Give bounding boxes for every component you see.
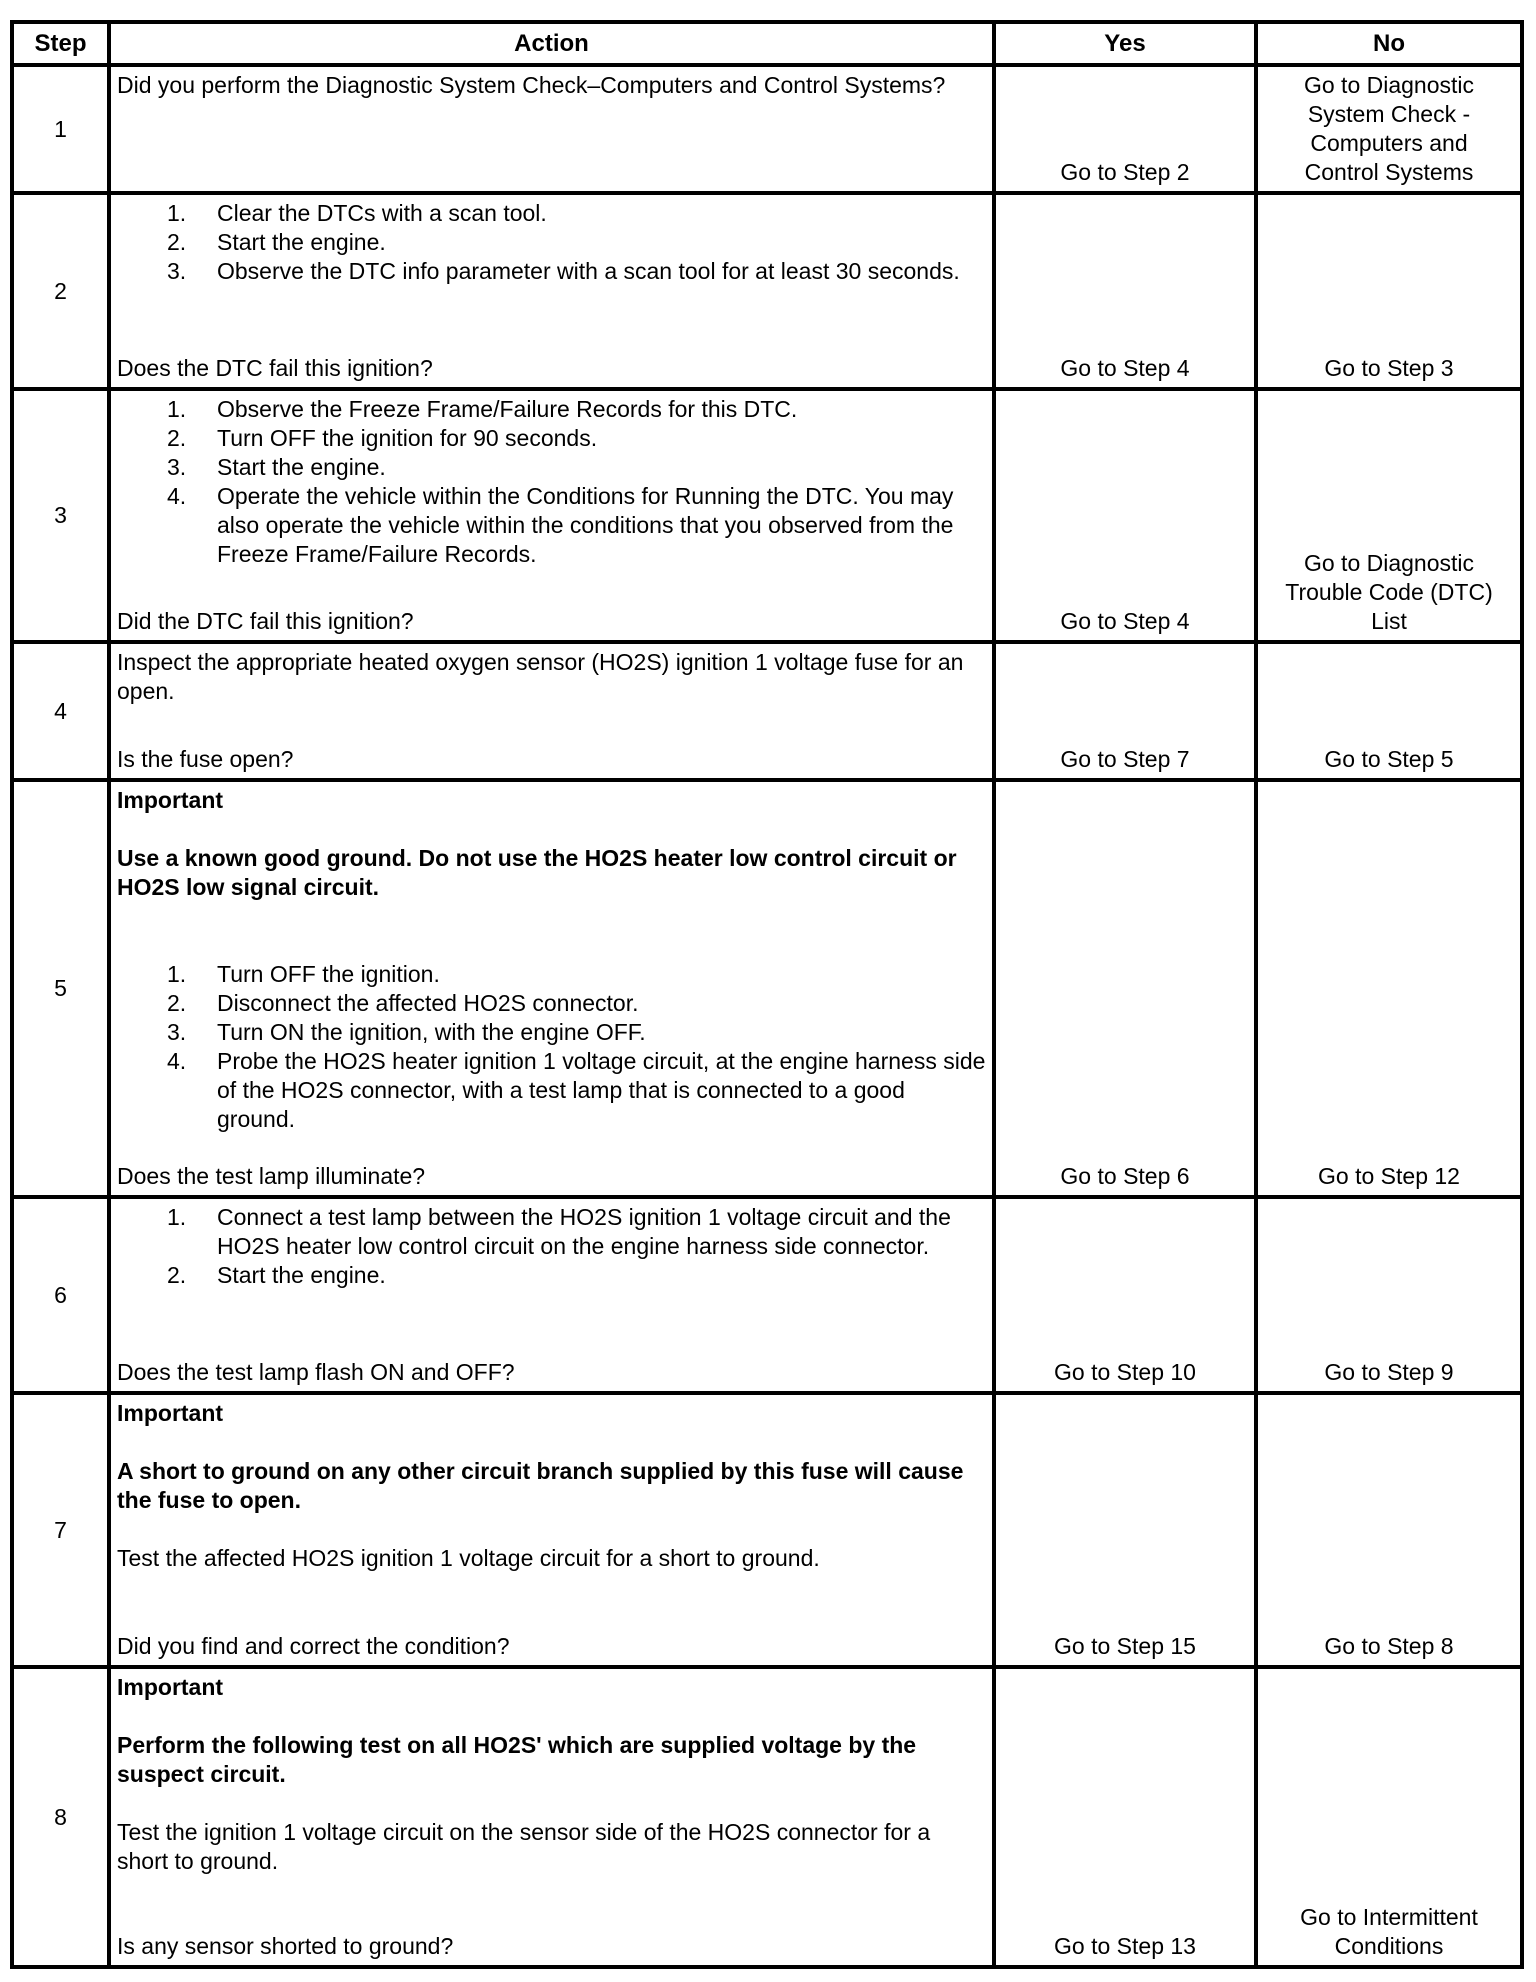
action-list [117, 395, 986, 569]
table-row [12, 780, 1522, 1197]
no-cell [1256, 389, 1522, 642]
yes-cell: Go to Step 6 [994, 780, 1256, 1197]
no-line: Computers and [1310, 130, 1468, 156]
yes-cell: Go to Step 13 [994, 1667, 1256, 1967]
action-question: Is the fuse open? [117, 746, 294, 772]
table-row [12, 1197, 1522, 1393]
no-line: List [1371, 608, 1407, 634]
action-text: Inspect the appropriate heated oxygen sensor (HO2S) ignition 1 voltage fuse for an open. [117, 649, 964, 704]
action-question: Does the test lamp flash ON and OFF? [117, 1359, 515, 1385]
yes-cell: Go to Step 4 [994, 389, 1256, 642]
header-no: No [1256, 22, 1522, 65]
action-question: Does the DTC fail this ignition? [117, 355, 433, 381]
no-cell [1256, 1197, 1522, 1393]
table-row [12, 1393, 1522, 1667]
action-list [117, 199, 986, 286]
yes-cell: Go to Step 10 [994, 1197, 1256, 1393]
yes-cell: Go to Step 15 [994, 1393, 1256, 1667]
action-text: Did you perform the Diagnostic System Check–Computers and Control Systems? [117, 72, 946, 98]
step-number: 6 [12, 1197, 109, 1393]
no-cell [1256, 193, 1522, 389]
list-item: 1. Connect a test lamp between the HO2S ignition 1 voltage circuit and the HO2S heater low control circuit on the engine harness side connector. [167, 1204, 951, 1259]
list-item: 2. Start the engine. [167, 229, 386, 255]
action-cell [109, 780, 994, 1197]
action-cell [109, 65, 994, 193]
action-text: Test the affected HO2S ignition 1 voltage circuit for a short to ground. [117, 1545, 820, 1571]
action-cell [109, 1393, 994, 1667]
step-number: 7 [12, 1393, 109, 1667]
yes-cell: Go to Step 2 [994, 65, 1256, 193]
table-row [12, 389, 1522, 642]
step-number: 4 [12, 642, 109, 780]
no-line: Conditions [1334, 1933, 1444, 1959]
list-item: 1. Turn OFF the ignition. [167, 961, 440, 987]
action-question: Is any sensor shorted to ground? [117, 1933, 454, 1959]
action-question: Did you find and correct the condition? [117, 1633, 510, 1659]
list-item: 2. Turn OFF the ignition for 90 seconds. [167, 425, 598, 451]
table-row [12, 642, 1522, 780]
no-line: Go to Step 5 [1324, 746, 1454, 772]
important-label: Important [117, 1400, 224, 1426]
no-line: Go to Step 8 [1324, 1633, 1454, 1659]
list-item: 1. Clear the DTCs with a scan tool. [167, 200, 547, 226]
header-action: Action [109, 22, 994, 65]
list-item: 2. Start the engine. [167, 1262, 386, 1288]
important-note: A short to ground on any other circuit branch supplied by this fuse will cause the fuse to open. [117, 1458, 964, 1513]
action-cell [109, 389, 994, 642]
important-label: Important [117, 787, 224, 813]
important-note: Use a known good ground. Do not use the HO2S heater low control circuit or HO2S low signal circuit. [117, 845, 957, 900]
list-item: 4. Probe the HO2S heater ignition 1 voltage circuit, at the engine harness side of the HO2S connector, with a test lamp that is connected to a good ground. [167, 1048, 986, 1132]
no-line: Go to Step 9 [1324, 1359, 1454, 1385]
list-item: 1. Observe the Freeze Frame/Failure Records for this DTC. [167, 396, 798, 422]
action-cell [109, 1667, 994, 1967]
step-number: 8 [12, 1667, 109, 1967]
table-row [12, 193, 1522, 389]
action-question: Did the DTC fail this ignition? [117, 608, 414, 634]
important-label: Important [117, 1674, 224, 1700]
no-line: Go to Intermittent [1300, 1904, 1478, 1930]
table-row [12, 65, 1522, 193]
header-yes: Yes [994, 22, 1256, 65]
action-cell [109, 193, 994, 389]
no-line: Go to Step 12 [1318, 1163, 1460, 1189]
action-cell [109, 642, 994, 780]
no-line: Trouble Code (DTC) [1285, 579, 1493, 605]
table-row [12, 1667, 1522, 1967]
diagnostic-table [10, 20, 1524, 1969]
yes-cell: Go to Step 4 [994, 193, 1256, 389]
table-body [12, 65, 1522, 1967]
list-item: 3. Observe the DTC info parameter with a scan tool for at least 30 seconds. [167, 258, 960, 284]
step-number: 2 [12, 193, 109, 389]
no-line: Go to Step 3 [1324, 355, 1454, 381]
list-item: 4. Operate the vehicle within the Conditions for Running the DTC. You may also operate the vehicle within the conditions that you observed from the Freeze Frame/Failure Records. [167, 483, 954, 567]
action-text: Test the ignition 1 voltage circuit on the sensor side of the HO2S connector for a short to ground. [117, 1819, 931, 1874]
header-row [12, 22, 1522, 65]
action-cell [109, 1197, 994, 1393]
no-cell [1256, 1667, 1522, 1967]
step-number: 3 [12, 389, 109, 642]
list-item: 3. Turn ON the ignition, with the engine OFF. [167, 1019, 646, 1045]
no-cell [1256, 1393, 1522, 1667]
no-line: Go to Diagnostic [1303, 550, 1475, 576]
step-number: 5 [12, 780, 109, 1197]
action-question: Does the test lamp illuminate? [117, 1163, 426, 1189]
no-line: Control Systems [1304, 159, 1474, 185]
list-item: 2. Disconnect the affected HO2S connector. [167, 990, 639, 1016]
yes-cell: Go to Step 7 [994, 642, 1256, 780]
step-number: 1 [12, 65, 109, 193]
no-cell [1256, 780, 1522, 1197]
action-list [117, 960, 986, 1134]
no-cell [1256, 642, 1522, 780]
action-list [117, 1203, 986, 1290]
list-item: 3. Start the engine. [167, 454, 386, 480]
header-step: Step [12, 22, 109, 65]
no-line: Go to Diagnostic [1303, 72, 1475, 98]
no-cell [1256, 65, 1522, 193]
no-line: System Check - [1307, 101, 1471, 127]
important-note: Perform the following test on all HO2S' which are supplied voltage by the suspect circuit. [117, 1732, 917, 1787]
